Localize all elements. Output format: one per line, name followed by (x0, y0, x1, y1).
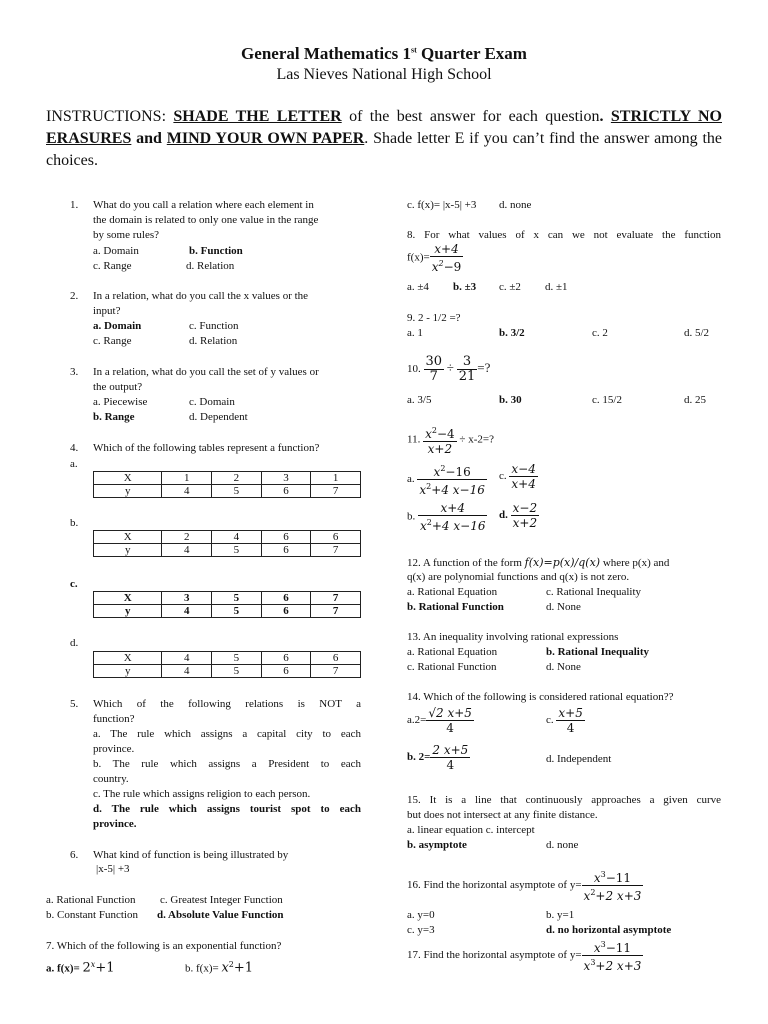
table-cell: 6 (261, 531, 311, 544)
q11-a-num-sup: 2 (440, 464, 446, 473)
q8-num: x+4 (430, 242, 464, 257)
q8-fx: f(x)= (407, 251, 430, 264)
q9-text: 9. 2 - 1/2 =? (407, 312, 461, 324)
q4-number: 4. (70, 442, 79, 454)
table-cell: 7 (311, 544, 361, 557)
q9-choice-a: a. 1 (407, 327, 423, 339)
instr-tail: . Shade letter E if you can’t find the answer among the choices. (46, 130, 723, 169)
table-cell: 4 (212, 531, 262, 544)
q5-choice-a-line1: a. The rule which assigns a capital city to each (93, 728, 361, 740)
q10-op: ÷ (446, 360, 454, 376)
q8-den-sup: 2 (438, 259, 444, 268)
q16-text: 16. Find the horizontal asymptote of y= (407, 879, 582, 892)
instr-and: and (131, 130, 167, 147)
q11-a-den-sup: 2 (426, 482, 432, 491)
q10-choice-a: a. 3/5 (407, 394, 432, 406)
q1-choice-b: b. Function (189, 245, 243, 257)
q8-fraction (430, 242, 464, 274)
q17-den (582, 956, 644, 973)
q15-line2: but does not intersect at any finite distance. (407, 809, 598, 821)
q5-line2: function? (93, 713, 135, 725)
q11-a-den-a: x (419, 483, 427, 497)
table-cell: 1 (162, 472, 212, 485)
q14-b-den: 4 (446, 758, 455, 772)
q8-den-tail: −9 (443, 260, 462, 274)
q14-c-pre: c. (546, 714, 554, 727)
q8-choice-b: b. ±3 (453, 281, 477, 293)
q14-c-den: 4 (566, 721, 575, 735)
q15-choice-b: b. asymptote (407, 839, 467, 851)
q7-a-exp: x (90, 960, 96, 969)
q10-choice-b: b. 30 (499, 394, 522, 406)
table-cell: 7 (311, 592, 361, 605)
q11-num-sup: 2 (431, 426, 437, 435)
q4-table-b (93, 530, 361, 557)
q6-expr: |x-5| +3 (96, 863, 130, 875)
table-cell: 6 (261, 544, 311, 557)
table-row (94, 652, 361, 665)
q11-frac (423, 424, 457, 456)
q1-choice-d: d. Relation (186, 260, 235, 272)
q16-choice-b: b. y=1 (546, 909, 575, 921)
q17-num-sup: 3 (600, 940, 606, 949)
table-cell: 3 (162, 592, 212, 605)
q13-choice-d: d. None (546, 661, 581, 673)
q9-choice-b: b. 3/2 (499, 327, 525, 339)
q2-line1: In a relation, what do you call the x values or the (93, 290, 309, 302)
q10-choice-c: c. 15/2 (592, 394, 622, 406)
q16-choice-c: c. y=3 (407, 924, 435, 936)
q3-choice-a: a. Piecewise (93, 396, 148, 408)
q16-den-b: +2 x+3 (595, 889, 642, 903)
q12-expr: f(x)=p(x)/q(x) (524, 556, 601, 569)
q11-pre: 11. (407, 433, 421, 446)
q8-function (407, 242, 463, 274)
q10-frac2 (457, 355, 478, 384)
q11-choice-d (499, 501, 539, 530)
q4-table-c (93, 591, 361, 618)
table-cell: 5 (212, 592, 262, 605)
q3-line1: In a relation, what do you call the set of y values or (93, 366, 319, 378)
table-row (94, 544, 361, 557)
q6-choice-b: b. Constant Function (46, 909, 138, 921)
q17-num (582, 938, 644, 956)
q1-number: 1. (70, 199, 79, 211)
q16-num-sup: 3 (600, 870, 606, 879)
q5-choice-a-line2: province. (93, 743, 135, 755)
table-row (94, 605, 361, 618)
q14-b-pre: b. 2= (407, 751, 431, 764)
q16-den-sup: 2 (590, 888, 596, 897)
q3-choice-d: d. Dependent (189, 411, 248, 423)
table-cell: 5 (212, 605, 262, 618)
q11-b-den (418, 516, 487, 533)
table-cell: 6 (261, 665, 311, 678)
q11-a-num-a: x (433, 465, 441, 479)
q2-line2: input? (93, 305, 121, 317)
q4-label-c: c. (70, 578, 78, 590)
q11-a-label: a. (407, 473, 415, 486)
q7-a-base: 2 (82, 960, 91, 976)
q4-label-d: d. (70, 637, 79, 649)
q10-choice-d: d. 25 (684, 394, 706, 406)
table-row (94, 665, 361, 678)
q8-text: 8. For what values of x can we not evaluate the function (407, 229, 721, 241)
instr-shade: SHADE THE LETTER (173, 108, 342, 125)
table-cell: 1 (311, 472, 361, 485)
q17-frac (582, 938, 644, 973)
q11-c-den: x+4 (511, 477, 536, 491)
table-cell: 7 (311, 605, 361, 618)
q17-expression (407, 938, 643, 973)
q10-post: =? (477, 360, 491, 376)
table-cell: X (94, 652, 162, 665)
q17-num-b: −11 (605, 941, 632, 955)
q14-c-num: x+5 (558, 706, 583, 720)
table-cell: y (94, 544, 162, 557)
table-cell: 6 (261, 605, 311, 618)
table-cell: 4 (162, 605, 212, 618)
instr-lead: INSTRUCTIONS: (46, 108, 174, 125)
q14-a-num: √2 x+5 (428, 706, 472, 720)
q14-text: 14. Which of the following is considered rational equation?? (407, 691, 674, 703)
q12-choice-b: b. Rational Function (407, 601, 504, 613)
q1-choice-a: a. Domain (93, 245, 139, 257)
title-text: General Mathematics 1 (241, 44, 411, 63)
q6-text: What kind of function is being illustrated by (93, 849, 289, 861)
q11-c-frac (509, 462, 537, 491)
q11-choice-a (407, 462, 487, 497)
q7-choice-b (185, 957, 253, 977)
q14-choice-b (407, 743, 470, 772)
table-cell: X (94, 472, 162, 485)
q7-choice-a (46, 957, 114, 977)
q8-den-base: x (431, 260, 439, 274)
q13-choice-a: a. Rational Equation (407, 646, 498, 658)
table-cell: 7 (311, 665, 361, 678)
instr-mid: of the best answer for each question (341, 108, 600, 125)
table-cell: 5 (212, 544, 262, 557)
q11-d-label: d. (499, 509, 508, 522)
q11-a-frac (417, 462, 486, 497)
q11-b-den-b: +4 x−16 (431, 519, 486, 533)
q7-choice-d: d. none (499, 199, 532, 211)
q13-text: 13. An inequality involving rational expressions (407, 631, 619, 643)
table-cell: 4 (162, 485, 212, 498)
q7-b-label: b. f(x)= (185, 962, 219, 975)
q2-choice-d: d. Relation (189, 335, 238, 347)
q4-table-a (93, 471, 361, 498)
q4-text: Which of the following tables represent a function? (93, 442, 320, 454)
q14-a-frac (426, 706, 474, 735)
table-cell: 7 (311, 485, 361, 498)
q5-number: 5. (70, 698, 79, 710)
q17-den-a: x (583, 959, 591, 973)
q10-n2: 3 (457, 355, 478, 370)
table-cell: X (94, 592, 162, 605)
q14-a-den: 4 (446, 721, 454, 735)
q8-den (430, 257, 464, 274)
table-cell: 3 (261, 472, 311, 485)
q10-d1: 7 (429, 369, 438, 384)
table-cell: 5 (212, 652, 262, 665)
table-cell: 2 (212, 472, 262, 485)
q14-choice-d: d. Independent (546, 753, 612, 765)
table-cell: 4 (162, 652, 212, 665)
q3-choice-c: c. Domain (189, 396, 235, 408)
q5-choice-b-line2: country. (93, 773, 129, 785)
q12-choice-a: a. Rational Equation (407, 586, 498, 598)
q10-expression (407, 355, 490, 384)
q16-frac (582, 868, 644, 903)
title-rest: Quarter Exam (416, 44, 527, 63)
q2-choice-b: c. Range (93, 335, 132, 347)
q12-line1 (407, 555, 669, 571)
q15-line1: 15. It is a line that continuously approaches a given curve (407, 794, 721, 806)
q16-den (582, 886, 644, 903)
q11-post: ÷ x-2=? (459, 433, 494, 446)
q7-b-base: x (221, 960, 229, 976)
exam-title (0, 44, 768, 64)
q14-choice-c (546, 706, 585, 735)
q4-label-a: a. (70, 458, 78, 470)
q3-line2: the output? (93, 381, 143, 393)
q15-choice-d: d. none (546, 839, 579, 851)
q9-choice-c: c. 2 (592, 327, 608, 339)
table-cell: y (94, 605, 162, 618)
q12-text-a: 12. A function of the form (407, 557, 525, 569)
q17-text: 17. Find the horizontal asymptote of y= (407, 949, 582, 962)
table-cell: y (94, 485, 162, 498)
q16-den-a: x (583, 889, 591, 903)
q7-choice-c: c. f(x)= |x-5| +3 (407, 199, 477, 211)
instructions (46, 106, 722, 172)
q11-a-num-b: −16 (445, 465, 471, 479)
q1-line2: the domain is related to only one value in the range (93, 214, 319, 226)
q6-choice-c: c. Greatest Integer Function (160, 894, 283, 906)
q1-line1: What do you call a relation where each element in (93, 199, 314, 211)
table-cell: 6 (261, 485, 311, 498)
q14-b-frac (430, 743, 470, 772)
q11-a-den (417, 480, 486, 497)
q13-choice-c: c. Rational Function (407, 661, 497, 673)
table-cell: 2 (162, 531, 212, 544)
school-name: Las Nieves National High School (276, 66, 492, 83)
table-cell: 4 (162, 544, 212, 557)
table-row (94, 485, 361, 498)
q10-n1: 30 (425, 354, 443, 369)
q6-number: 6. (70, 849, 79, 861)
q11-d-frac (511, 501, 539, 530)
q14-choice-a (407, 706, 474, 735)
table-cell: y (94, 665, 162, 678)
instr-no-erasures: STRICTLY NO ERASURES (46, 108, 722, 147)
q13-choice-b: b. Rational Inequality (546, 646, 649, 658)
q4-table-d (93, 651, 361, 678)
q11-b-num: x+4 (418, 501, 487, 516)
q7-b-exp: 2 (228, 960, 234, 969)
table-cell: 6 (261, 592, 311, 605)
q11-a-den-b: +4 x−16 (431, 483, 485, 497)
q9-choice-d: d. 5/2 (684, 327, 710, 339)
table-row (94, 472, 361, 485)
table-cell: 6 (311, 531, 361, 544)
table-cell: 5 (212, 665, 262, 678)
table-row (94, 592, 361, 605)
q10-pre: 10. (407, 363, 421, 376)
q3-choice-b: b. Range (93, 411, 135, 423)
q5-choice-b-line1: b. The rule which assigns a President to each (93, 758, 361, 770)
title-sup: st (411, 45, 417, 55)
q11-choice-b (407, 501, 487, 533)
q8-choice-d: d. ±1 (545, 281, 568, 293)
q5-choice-d-line1: d. The rule which assigns tourist spot to each (93, 803, 361, 815)
q16-num-a: x (593, 871, 601, 885)
q1-line3: by some rules? (93, 229, 159, 241)
table-cell: 4 (162, 665, 212, 678)
q11-d-den: x+2 (512, 516, 538, 530)
q15-choice-ac: a. linear equation c. intercept (407, 824, 535, 836)
table-cell: 5 (212, 485, 262, 498)
q14-a-pre: a.2= (407, 714, 427, 727)
q4-label-b: b. (70, 517, 79, 529)
q11-num-b: −4 (436, 427, 455, 441)
q11-expression (407, 424, 494, 456)
q14-b-num: 2 x+5 (432, 743, 469, 757)
q11-num (423, 424, 457, 442)
q17-den-sup: 3 (590, 958, 596, 967)
q16-expression (407, 868, 643, 903)
q5-choice-c: c. The rule which assigns religion to each person. (93, 788, 311, 800)
q11-den: x+2 (427, 442, 453, 456)
q16-num (582, 868, 644, 886)
q16-num-b: −11 (605, 871, 632, 885)
q7-text: 7. Which of the following is an exponential function? (46, 940, 282, 952)
q8-choice-c: c. ±2 (499, 281, 521, 293)
q11-d-num: x−2 (512, 501, 538, 515)
q11-a-num (417, 462, 486, 480)
q11-b-label: b. (407, 510, 416, 523)
q2-choice-c: c. Function (189, 320, 239, 332)
q11-b-frac (418, 501, 487, 533)
q11-c-num: x−4 (511, 462, 536, 476)
q8-choice-a: a. ±4 (407, 281, 429, 293)
q11-b-den-sup: 2 (426, 518, 432, 527)
q11-b-den-a: x (420, 519, 427, 533)
q6-choice-d: d. Absolute Value Function (157, 909, 284, 921)
q11-c-label: c. (499, 470, 507, 483)
q12-line2: q(x) are polynomial functions and q(x) is not zero. (407, 571, 630, 583)
q17-num-a: x (593, 941, 601, 955)
q5-choice-d-line2: province. (93, 818, 137, 830)
q12-choice-c: c. Rational Inequality (546, 586, 641, 598)
q6-choice-a: a. Rational Function (46, 894, 136, 906)
table-cell: 6 (261, 652, 311, 665)
instr-dot: . (599, 108, 604, 125)
q5-line1: Which of the following relations is NOT a (93, 698, 361, 710)
q2-number: 2. (70, 290, 79, 302)
q3-number: 3. (70, 366, 79, 378)
q10-d2: 21 (458, 369, 476, 384)
q1-choice-c: c. Range (93, 260, 132, 272)
q14-c-frac (556, 706, 584, 735)
q17-den-b: +2 x+3 (595, 959, 642, 973)
q2-choice-a: a. Domain (93, 320, 142, 332)
q16-choice-a: a. y=0 (407, 909, 435, 921)
q12-text-b: where p(x) and (600, 557, 670, 569)
table-cell: X (94, 531, 162, 544)
q7-a-label: a. f(x)= (46, 962, 80, 975)
q11-num-a: x (425, 427, 432, 441)
q11-choice-c (499, 462, 538, 491)
q7-a-tail: +1 (95, 960, 115, 976)
q12-choice-d: d. None (546, 601, 581, 613)
table-cell: 6 (311, 652, 361, 665)
q10-frac1 (424, 355, 445, 384)
table-row (94, 531, 361, 544)
q7-b-tail: +1 (233, 960, 254, 976)
q16-choice-d: d. no horizontal asymptote (546, 924, 672, 936)
instr-mind: MIND YOUR OWN PAPER (166, 130, 365, 147)
